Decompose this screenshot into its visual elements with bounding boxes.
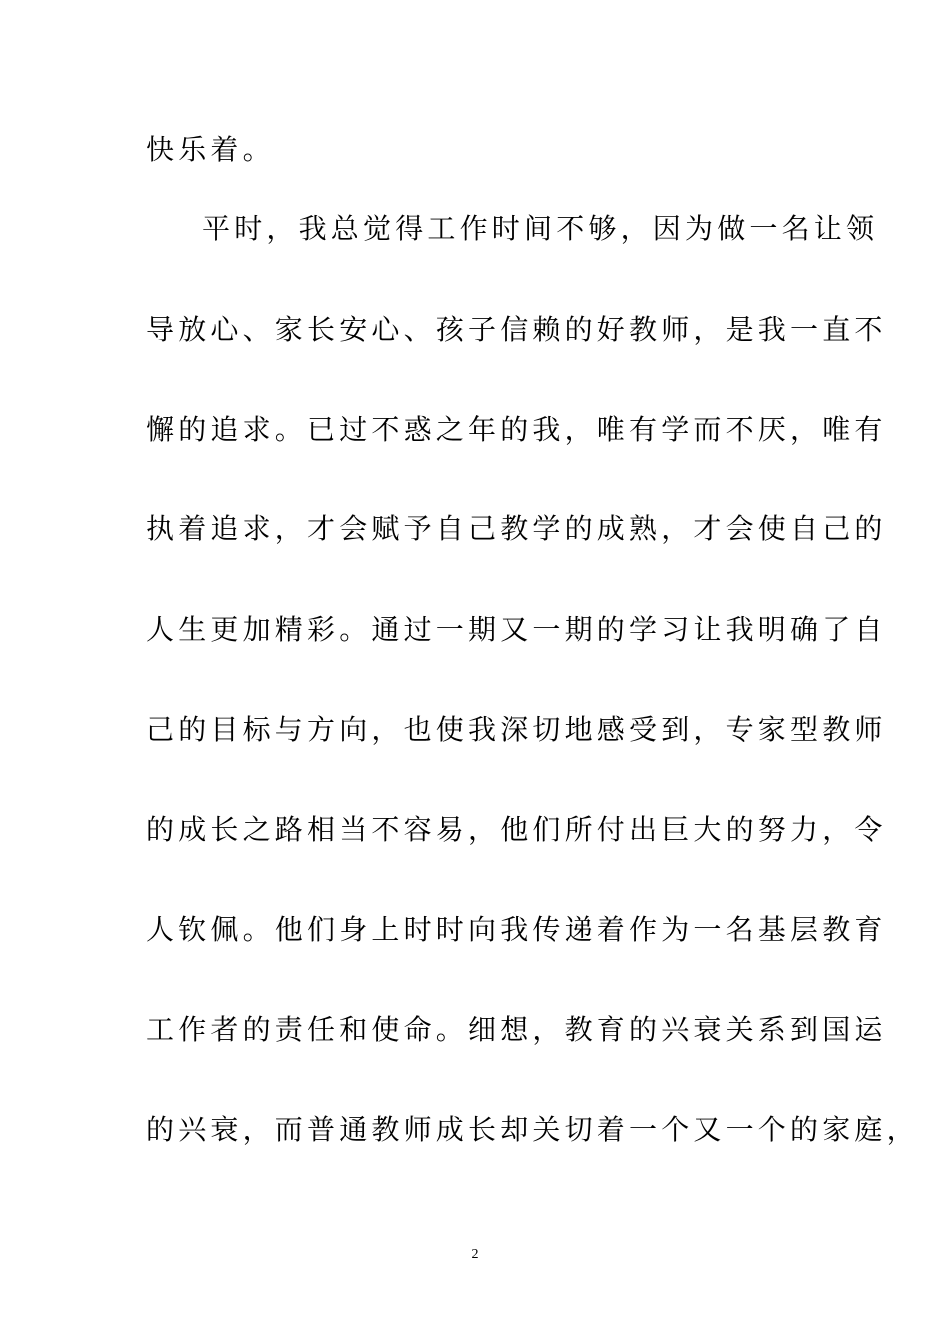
page-number: 2 — [471, 1247, 479, 1262]
text-line-11: 的兴衰，而普通教师成长却关切着一个又一个的家庭， — [146, 1113, 919, 1146]
text-line-1: 快乐着。 — [146, 133, 275, 166]
text-line-7: 己的目标与方向，也使我深切地感受到，专家型教师 — [146, 713, 887, 746]
text-line-10: 工作者的责任和使命。细想，教育的兴衰关系到国运 — [146, 1013, 887, 1046]
paragraph-start-line: 平时，我总觉得工作时间不够，因为做一名让领 — [202, 212, 879, 245]
text-line-3: 导放心、家长安心、孩子信赖的好教师，是我一直不 — [146, 313, 887, 346]
text-line-6: 人生更加精彩。通过一期又一期的学习让我明确了自 — [146, 613, 887, 646]
text-line-8: 的成长之路相当不容易，他们所付出巨大的努力，令 — [146, 813, 887, 846]
text-line-5: 执着追求，才会赋予自己教学的成熟，才会使自己的 — [146, 512, 887, 545]
text-line-4: 懈的追求。已过不惑之年的我，唯有学而不厌，唯有 — [146, 413, 887, 446]
text-line-9: 人钦佩。他们身上时时向我传递着作为一名基层教育 — [146, 913, 887, 946]
